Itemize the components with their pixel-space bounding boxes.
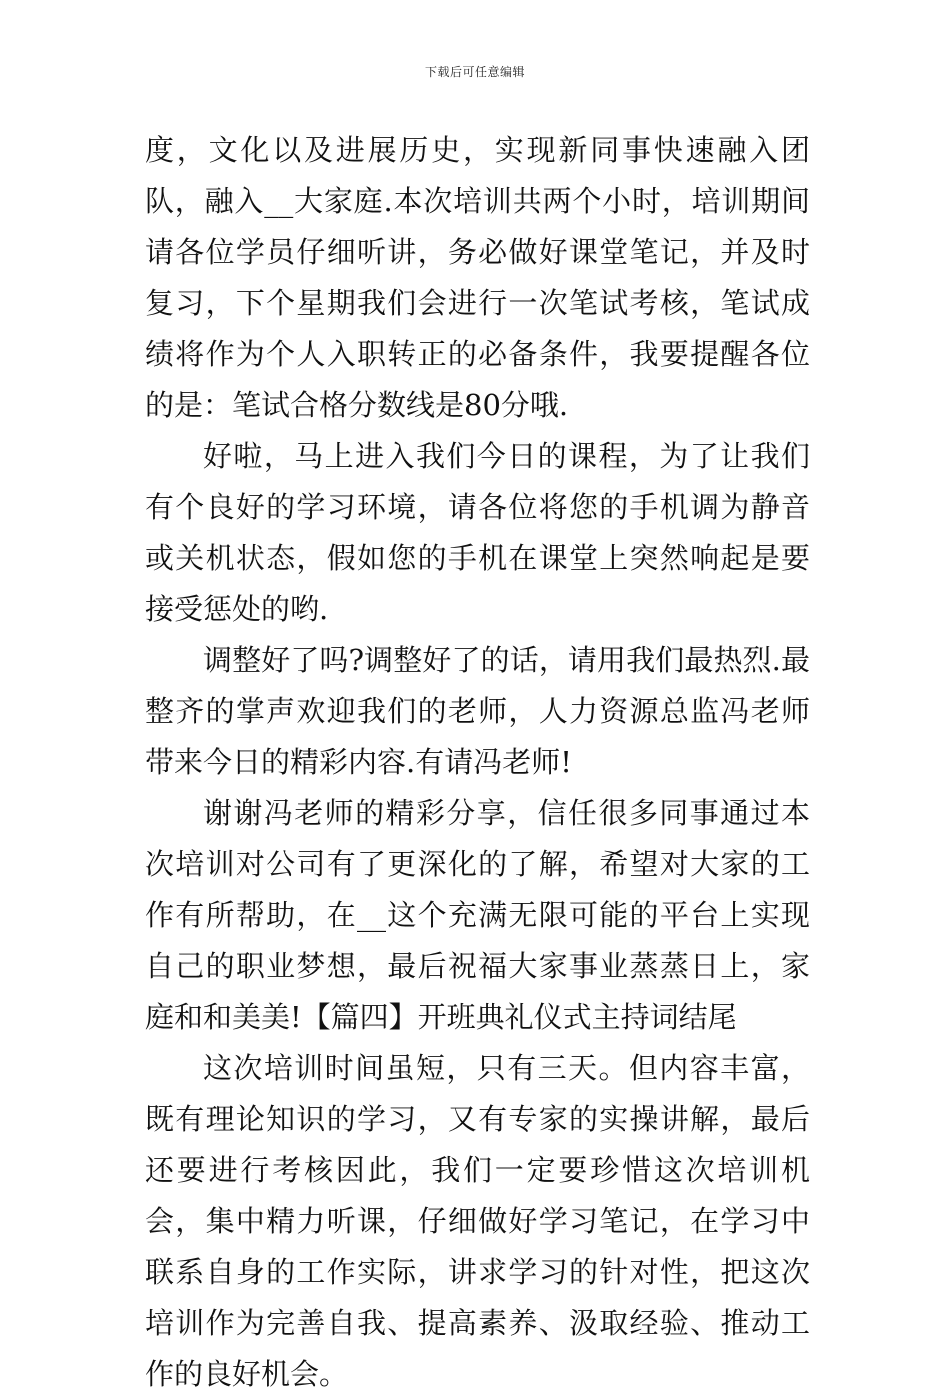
paragraph-3: 调整好了吗?调整好了的话，请用我们最热烈.最整齐的掌声欢迎我们的老师，人力资源总监冯老师带来今日的精彩内容.有请冯老师!: [145, 643, 810, 779]
document-body: [145, 125, 810, 1400]
paragraph-4: 谢谢冯老师的精彩分享，信任很多同事通过本次培训对公司有了更深化的了解，希望对大家的工作有所帮助，在__这个充满无限可能的平台上实现自己的职业梦想，最后祝福大家事业蒸蒸日上，家庭和和美美!【篇四】开班典礼仪式主持词结尾: [145, 796, 810, 1034]
paragraph-1: 度，文化以及进展历史，实现新同事快速融入团队，融入__大家庭.本次培训共两个小时，培训期间请各位学员仔细听讲，务必做好课堂笔记，并及时复习，下个星期我们会进行一次笔试考核，笔试成绩将作为个人入职转正的必备条件，我要提醒各位的是：笔试合格分数线是80分哦.: [145, 133, 810, 422]
page-header-note: 下载后可任意编辑: [424, 65, 525, 79]
paragraph-2: 好啦，马上进入我们今日的课程，为了让我们有个良好的学习环境，请各位将您的手机调为静音或关机状态，假如您的手机在课堂上突然响起是要接受惩处的哟.: [145, 439, 810, 626]
paragraph-5: 这次培训时间虽短，只有三天。但内容丰富，既有理论知识的学习，又有专家的实操讲解，最后还要进行考核因此，我们一定要珍惜这次培训机会，集中精力听课，仔细做好学习笔记，在学习中联系自身的工作实际，讲求学习的针对性，把这次培训作为完善自我、提高素养、汲取经验、推动工作的良好机会。: [145, 1051, 810, 1391]
